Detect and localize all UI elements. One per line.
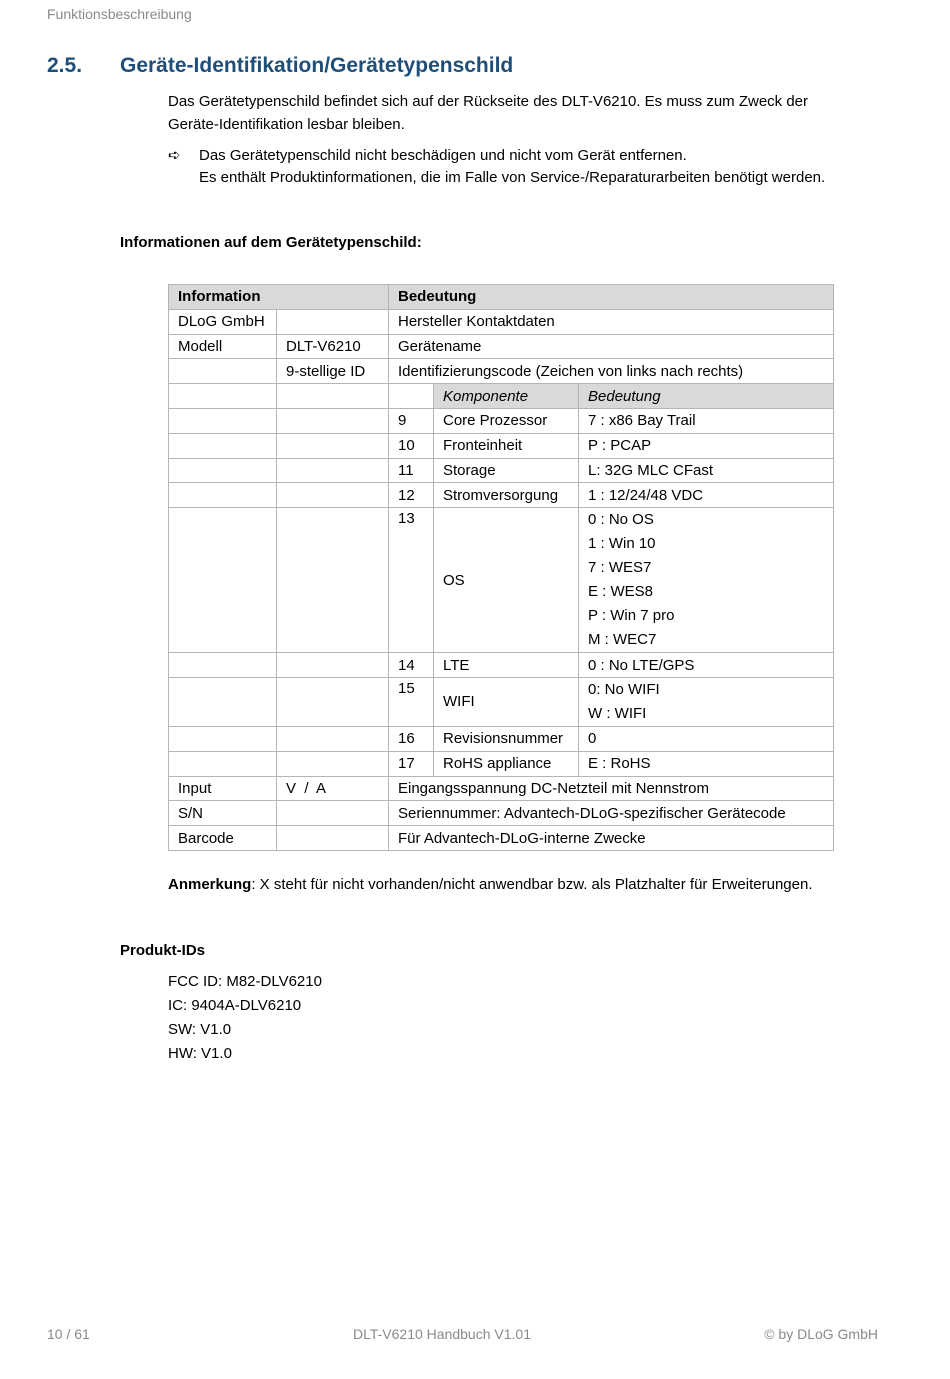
cell-value: DLT-V6210 — [277, 334, 389, 359]
component-name: Revisionsnummer — [434, 726, 579, 751]
cell-label: Input — [169, 776, 277, 801]
component-value-line: E : WES8 — [588, 583, 654, 601]
subheader-meaning: Bedeutung — [579, 384, 834, 409]
cell-empty — [277, 653, 389, 678]
page-number: 10 / 61 — [47, 1326, 90, 1342]
cell-empty — [277, 408, 389, 433]
cell-empty — [277, 826, 389, 851]
component-row — [169, 458, 834, 483]
component-row — [169, 408, 834, 433]
header-information: Information — [169, 285, 389, 310]
cell-empty — [277, 801, 389, 826]
component-value-line: 7 : WES7 — [588, 559, 652, 577]
cell-empty — [277, 309, 389, 334]
note-line: Das Gerätetypenschild nicht beschädigen und nicht vom Gerät entfernen. — [199, 147, 687, 164]
info-heading: Informationen auf dem Gerätetypenschild: — [120, 234, 422, 251]
component-value-line: 0: No WIFI — [588, 680, 660, 698]
cell-meaning: Hersteller Kontaktdaten — [389, 309, 834, 334]
cell-empty — [169, 384, 277, 409]
cell-empty — [169, 483, 277, 508]
cell-empty — [169, 508, 277, 653]
type-plate-table — [168, 284, 834, 851]
component-position: 17 — [389, 751, 434, 776]
component-value-line: W : WIFI — [588, 704, 647, 722]
product-ids-heading: Produkt-IDs — [120, 942, 206, 959]
cell-meaning: Identifizierungscode (Zeichen von links nach rechts) — [389, 359, 834, 384]
component-name: WIFI — [434, 677, 579, 726]
cell-empty — [389, 384, 434, 409]
intro-line: Geräte-Identifikation lesbar bleiben. — [168, 116, 405, 133]
component-value: 1 : 12/24/48 VDC — [579, 483, 834, 508]
table-row — [169, 826, 834, 851]
intro-line: Das Gerätetypenschild befindet sich auf der Rückseite des DLT-V6210. Es muss zum Zweck der — [168, 93, 809, 110]
cell-value: 9-stellige ID — [277, 359, 389, 384]
cell-empty — [277, 483, 389, 508]
component-row — [169, 483, 834, 508]
cell-meaning: Gerätename — [389, 334, 834, 359]
section-title: Geräte-Identifikation/Gerätetypenschild — [120, 54, 514, 77]
cell-meaning: Für Advantech-DLoG-interne Zwecke — [389, 826, 834, 851]
sw-version: SW: V1.0 — [168, 1021, 232, 1038]
component-value: 0 : No LTE/GPS — [579, 653, 834, 678]
component-value-line: 1 : Win 10 — [588, 535, 656, 553]
component-name: RoHS appliance — [434, 751, 579, 776]
header-meaning: Bedeutung — [389, 285, 834, 310]
cell-label: Modell — [169, 334, 277, 359]
cell-empty — [169, 677, 277, 726]
section-number: 2.5. — [47, 54, 83, 77]
component-position: 12 — [389, 483, 434, 508]
cell-empty — [169, 408, 277, 433]
component-name: Fronteinheit — [434, 433, 579, 458]
component-rows — [169, 408, 834, 776]
cell-empty — [277, 508, 389, 653]
component-value: L: 32G MLC CFast — [579, 458, 834, 483]
component-value: 7 : x86 Bay Trail — [579, 408, 834, 433]
cell-value: V / A — [277, 776, 389, 801]
component-value-line: P : Win 7 pro — [588, 607, 675, 625]
intro-paragraph — [168, 90, 868, 136]
subheader-component: Komponente — [434, 384, 579, 409]
component-position: 13 — [389, 508, 434, 653]
cell-empty — [169, 751, 277, 776]
table-row — [169, 334, 834, 359]
component-position: 16 — [389, 726, 434, 751]
table-row — [169, 776, 834, 801]
ic-id: IC: 9404A-DLV6210 — [168, 997, 302, 1014]
cell-meaning: Seriennummer: Advantech-DLoG-spezifischer Gerätecode — [389, 801, 834, 826]
component-name: OS — [434, 508, 579, 653]
running-header: Funktionsbeschreibung — [47, 6, 192, 22]
component-header-row — [169, 384, 834, 409]
cell-empty — [277, 384, 389, 409]
component-name: Storage — [434, 458, 579, 483]
cell-empty — [277, 677, 389, 726]
component-row — [169, 726, 834, 751]
table-header-row — [169, 285, 834, 310]
fcc-id: FCC ID: M82-DLV6210 — [168, 973, 322, 990]
component-position: 15 — [389, 677, 434, 726]
cell-empty — [277, 433, 389, 458]
component-value: P : PCAP — [579, 433, 834, 458]
cell-empty — [277, 751, 389, 776]
component-value: E : RoHS — [579, 751, 834, 776]
component-row — [169, 653, 834, 678]
component-name: LTE — [434, 653, 579, 678]
cell-empty — [169, 653, 277, 678]
component-row — [169, 433, 834, 458]
cell-label: DLoG GmbH — [169, 309, 277, 334]
component-position: 10 — [389, 433, 434, 458]
cell-meaning: Eingangsspannung DC-Netzteil mit Nennstrom — [389, 776, 834, 801]
cell-empty — [169, 359, 277, 384]
table-row — [169, 801, 834, 826]
document-name: DLT-V6210 Handbuch V1.01 — [353, 1326, 531, 1342]
component-name: Stromversorgung — [434, 483, 579, 508]
instruction-note — [199, 145, 825, 189]
cell-empty — [169, 433, 277, 458]
component-position: 9 — [389, 408, 434, 433]
remark-text: : X steht für nicht vorhanden/nicht anwendbar bzw. als Platzhalter für Erweiterungen. — [251, 876, 813, 893]
remark-label: Anmerkung — [168, 876, 252, 893]
component-value — [579, 677, 834, 726]
component-value-line: 0 : No OS — [588, 511, 654, 529]
cell-empty — [169, 458, 277, 483]
cell-empty — [277, 726, 389, 751]
cell-empty — [169, 726, 277, 751]
cell-label: Barcode — [169, 826, 277, 851]
hw-version: HW: V1.0 — [168, 1045, 232, 1062]
arrow-right-icon: ➪ — [168, 147, 181, 164]
component-row — [169, 751, 834, 776]
component-row — [169, 677, 834, 726]
table-row — [169, 359, 834, 384]
copyright: © by DLoG GmbH — [764, 1326, 878, 1342]
component-row — [169, 508, 834, 653]
component-position: 11 — [389, 458, 434, 483]
cell-empty — [277, 458, 389, 483]
component-value: 0 — [579, 726, 834, 751]
component-position: 14 — [389, 653, 434, 678]
cell-label: S/N — [169, 801, 277, 826]
product-ids-list — [168, 970, 322, 1066]
component-value — [579, 508, 834, 653]
component-value-line: M : WEC7 — [588, 631, 657, 649]
remark — [168, 876, 813, 893]
table-row — [169, 309, 834, 334]
note-line: Es enthält Produktinformationen, die im Falle von Service-/Reparaturarbeiten benötigt werden. — [199, 169, 826, 186]
component-name: Core Prozessor — [434, 408, 579, 433]
